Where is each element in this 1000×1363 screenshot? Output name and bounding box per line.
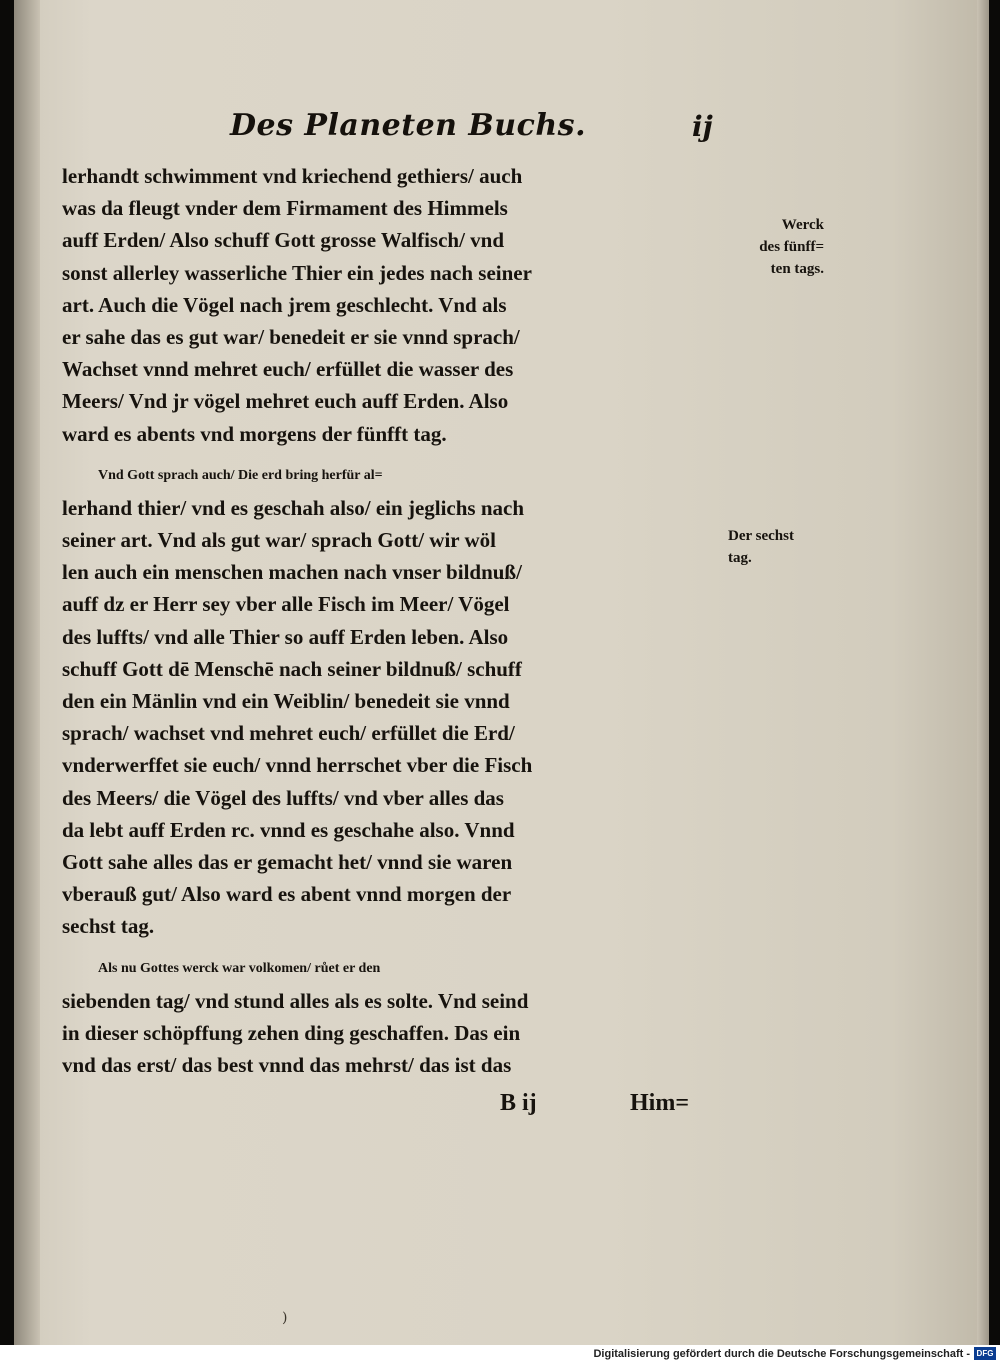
text-line: siebenden tag/ vnd stund alles als es solte. Vnd seind bbox=[62, 988, 529, 1013]
text-line: lerhand thier/ vnd es geschah also/ ein jeglichs nach bbox=[62, 495, 525, 520]
text-line: des Meers/ die Vögel des luffts/ vnd vber alles das bbox=[62, 785, 504, 810]
text-line: lerhandt schwimment vnd kriechend gethiers/ auch bbox=[62, 164, 523, 188]
marginal-note bbox=[728, 525, 824, 569]
marginal-note bbox=[728, 214, 824, 280]
body-text bbox=[62, 160, 730, 1081]
marginal-line: tag. bbox=[728, 550, 752, 566]
paragraph bbox=[62, 460, 730, 943]
text-line: auff Erden/ Also schuff Gott grosse Walfisch/ vnd bbox=[62, 228, 505, 253]
text-line: art. Auch die Vögel nach jrem geschlecht. Vnd als bbox=[62, 292, 507, 317]
text-line: Meers/ Vnd jr vögel mehret euch auff Erden. Also bbox=[62, 389, 509, 414]
dfg-logo[interactable]: DFG bbox=[974, 1347, 996, 1360]
text-line: sprach/ wachset vnd mehret euch/ erfüllet die Erd/ bbox=[62, 721, 515, 746]
folio-number: ij bbox=[692, 110, 713, 143]
text-line: Wachset vnnd mehret euch/ erfüllet die wasser des bbox=[62, 357, 514, 382]
marginal-line: Werck bbox=[781, 217, 824, 233]
text-line: sonst allerley wasserliche Thier ein jedes nach seiner bbox=[62, 260, 532, 285]
signature-mark: B ij bbox=[500, 1090, 537, 1116]
bottom-mark: ) bbox=[282, 1310, 288, 1326]
running-head: Des Planeten Buchs. bbox=[230, 108, 587, 143]
marginal-line: des fünff= bbox=[759, 239, 824, 255]
paragraph bbox=[62, 160, 730, 450]
text-line: Gott sahe alles das er gemacht het/ vnnd sie waren bbox=[62, 849, 513, 874]
text-line: vberauß gut/ Also ward es abent vnnd morgen der bbox=[62, 882, 512, 907]
text-line: da lebt auff Erden rc. vnnd es geschahe also. Vnnd bbox=[62, 817, 515, 842]
text-line: in dieser schöpffung zehen ding geschaffen. Das ein bbox=[62, 1020, 521, 1045]
paragraph bbox=[62, 953, 730, 1082]
text-line: Vnd Gott sprach auch/ Die erd bring herfür al= bbox=[98, 467, 383, 483]
text-line: ward es abents vnd morgens der fünfft tag. bbox=[62, 421, 447, 446]
footer-credit: Digitalisierung gefördert durch die Deutsche Forschungsgemeinschaft - bbox=[593, 1348, 970, 1360]
text-line: sechst tag. bbox=[62, 914, 155, 939]
text-line: vnderwerffet sie euch/ vnnd herrschet vber die Fisch bbox=[62, 753, 533, 778]
text-line: was da fleugt vnder dem Firmament des Himmels bbox=[62, 196, 508, 221]
text-line: len auch ein menschen machen nach vnser bildnuß/ bbox=[62, 560, 522, 585]
text-line: auff dz er Herr sey vber alle Fisch im Meer/ Vögel bbox=[62, 592, 510, 617]
text-line: seiner art. Vnd als gut war/ sprach Gott/ wir wöl bbox=[62, 528, 496, 553]
marginal-line: Der sechst bbox=[728, 528, 794, 544]
text-line: schuff Gott dē Menschē nach seiner bildnuß/ schuff bbox=[62, 656, 522, 681]
text-line: des luffts/ vnd alle Thier so auff Erden leben. Also bbox=[62, 624, 509, 649]
text-line: den ein Mänlin vnd ein Weiblin/ benedeit sie vnnd bbox=[62, 689, 510, 713]
footer-bar bbox=[0, 1345, 1000, 1363]
catchword: Him= bbox=[630, 1090, 690, 1116]
marginal-line: ten tags. bbox=[770, 261, 824, 277]
text-line: Als nu Gottes werck war volkomen/ růet er den bbox=[98, 960, 381, 976]
text-line: vnd das erst/ das best vnnd das mehrst/ das ist das bbox=[62, 1053, 512, 1078]
text-line: er sahe das es gut war/ benedeit er sie vnnd sprach/ bbox=[62, 324, 520, 349]
